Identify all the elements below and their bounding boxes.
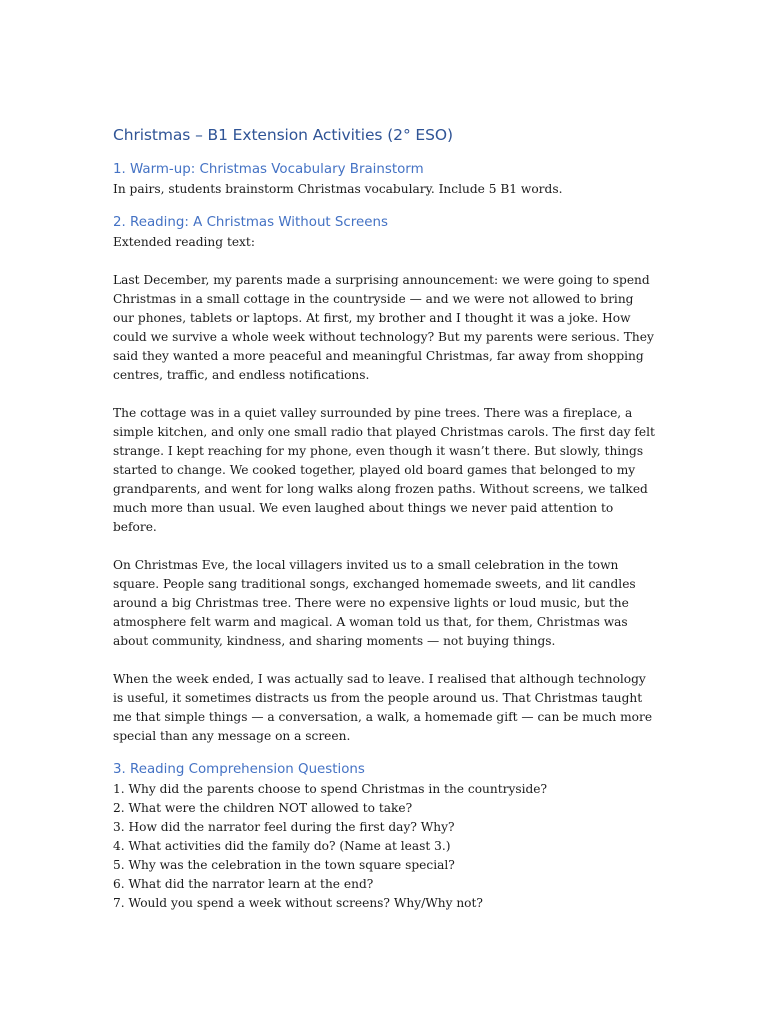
question-item: 5. Why was the celebration in the town square special? — [113, 858, 455, 872]
question-item: 4. What activities did the family do? (Name at least 3.) — [113, 839, 451, 853]
reading-paragraph: Last December, my parents made a surprising announcement: we were going to spend Christmas in a small cottage in the countryside — and we were not allowed to bring our phones, tablets or laptops. At first, my brother and I thought it was a joke. How could we survive a whole week without technology? But my parents were serious. They said they wanted a more peaceful and meaningful Christmas, far away from shopping centres, traffic, and endless notifications. — [113, 273, 654, 382]
reading-intro: Extended reading text: — [113, 235, 255, 249]
document-page — [113, 124, 658, 913]
question-item: 2. What were the children NOT allowed to take? — [113, 801, 413, 815]
document-title: Christmas – B1 Extension Activities (2° ESO) — [113, 126, 453, 144]
question-item: 3. How did the narrator feel during the first day? Why? — [113, 820, 455, 834]
question-item: 6. What did the narrator learn at the end? — [113, 877, 374, 891]
section-heading-reading: 2. Reading: A Christmas Without Screens — [113, 215, 388, 230]
warm-up-instructions: In pairs, students brainstorm Christmas vocabulary. Include 5 B1 words. — [113, 182, 563, 196]
question-item: 1. Why did the parents choose to spend Christmas in the countryside? — [113, 782, 548, 796]
section-heading-comprehension: 3. Reading Comprehension Questions — [113, 762, 365, 777]
reading-paragraph: When the week ended, I was actually sad to leave. I realised that although technology is useful, it sometimes distracts us from the people around us. That Christmas taught me that simple things — a conversation, a walk, a homemade gift — can be much more special than any message on a screen. — [113, 672, 653, 743]
comprehension-question-list — [113, 780, 658, 913]
question-item: 7. Would you spend a week without screens? Why/Why not? — [113, 896, 483, 910]
reading-paragraph: On Christmas Eve, the local villagers invited us to a small celebration in the town square. People sang traditional songs, exchanged homemade sweets, and lit candles around a big Christmas tree. There were no expensive lights or loud music, but the atmosphere felt warm and magical. A woman told us that, for them, Christmas was about community, kindness, and sharing moments — not buying things. — [113, 558, 636, 648]
section-heading-warm-up: 1. Warm-up: Christmas Vocabulary Brainstorm — [113, 162, 424, 177]
reading-paragraph: The cottage was in a quiet valley surrounded by pine trees. There was a fireplace, a simple kitchen, and only one small radio that played Christmas carols. The first day felt strange. I kept reaching for my phone, even though it wasn’t there. But slowly, things started to change. We cooked together, played old board games that belonged to my grandparents, and went for long walks along frozen paths. Without screens, we talked much more than usual. We even laughed about things we never paid attention to before. — [113, 406, 655, 534]
